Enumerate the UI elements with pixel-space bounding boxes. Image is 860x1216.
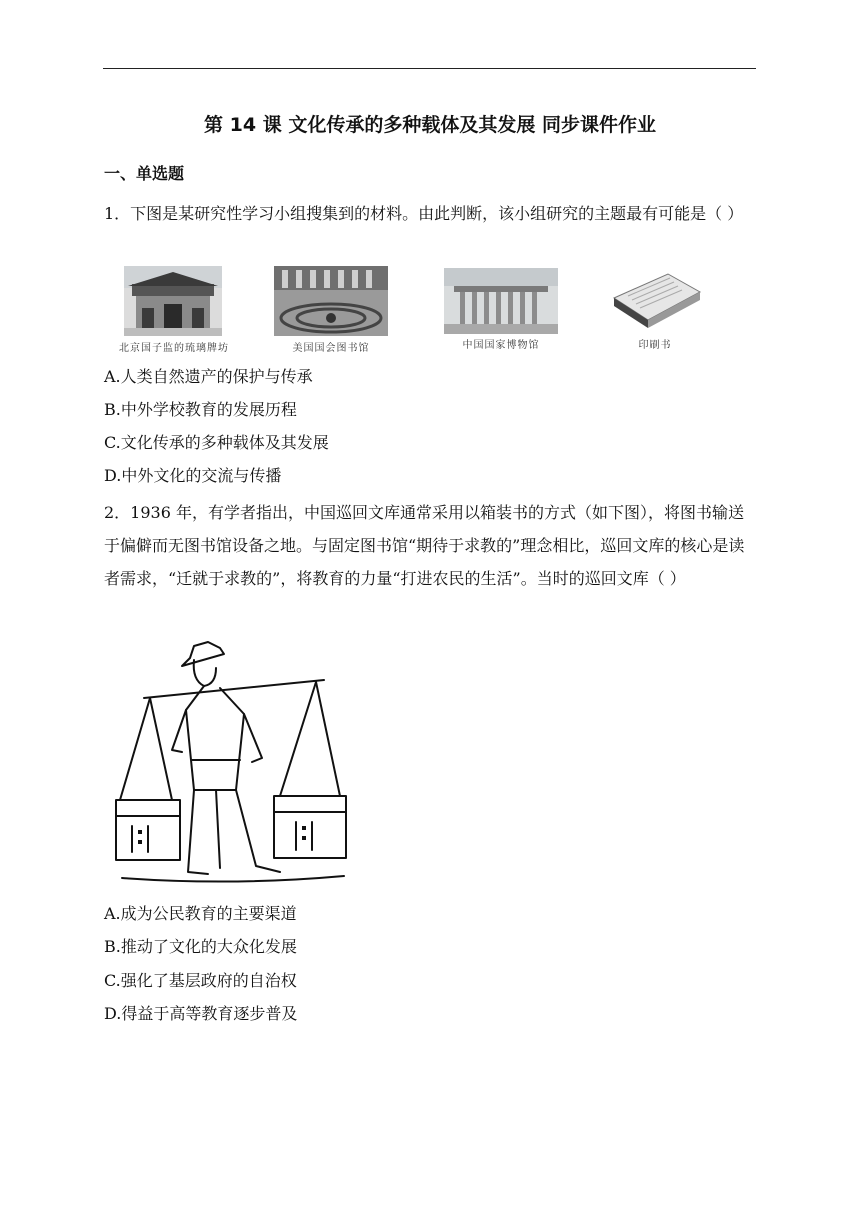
question-1-option-d: D.中外文化的交流与传播 <box>104 466 282 485</box>
question-1-option-b: B.中外学校教育的发展历程 <box>104 400 297 419</box>
question-2-option-b: B.推动了文化的大众化发展 <box>104 937 297 956</box>
printed-book-photo <box>608 270 702 332</box>
question-1-stem: 1．下图是某研究性学习小组搜集到的材料。由此判断，该小组研究的主题最有可能是（ ） <box>104 204 744 223</box>
page-title: 第 14 课 文化传承的多种载体及其发展 同步课件作业 <box>204 114 656 136</box>
section-heading: 一、单选题 <box>104 164 185 183</box>
photo-caption: 印刷书 <box>638 340 672 351</box>
header-rule <box>103 68 756 69</box>
museum-building-photo <box>444 268 558 334</box>
question-2-option-c: C.强化了基层政府的自治权 <box>104 971 297 990</box>
photo-caption: 美国国会图书馆 <box>292 343 370 354</box>
question-1-option-a: A.人类自然遗产的保护与传承 <box>104 367 313 386</box>
question-2-stem: 2．1936 年，有学者指出，中国巡回文库通常采用以箱装书的方式（如下图），将图书输送于偏僻而无图书馆设备之地。与固定图书馆“期待于求教的”理念相比，巡回文库的核心是读者需求，“迁就于求教的”，将教育的力量“打进农民的生活”。当时的巡回文库（ ） <box>104 503 745 588</box>
man-carrying-book-boxes-illustration <box>112 640 352 888</box>
question-2-option-d: D.得益于高等教育逐步普及 <box>104 1004 298 1023</box>
question-2-option-a: A.成为公民教育的主要渠道 <box>104 904 297 923</box>
archway-photo <box>124 266 222 336</box>
question-1-option-c: C.文化传承的多种载体及其发展 <box>104 433 329 452</box>
photo-caption: 中国国家博物馆 <box>462 340 540 351</box>
photo-caption: 北京国子监的琉璃牌坊 <box>119 343 229 354</box>
library-hall-photo <box>274 266 388 336</box>
